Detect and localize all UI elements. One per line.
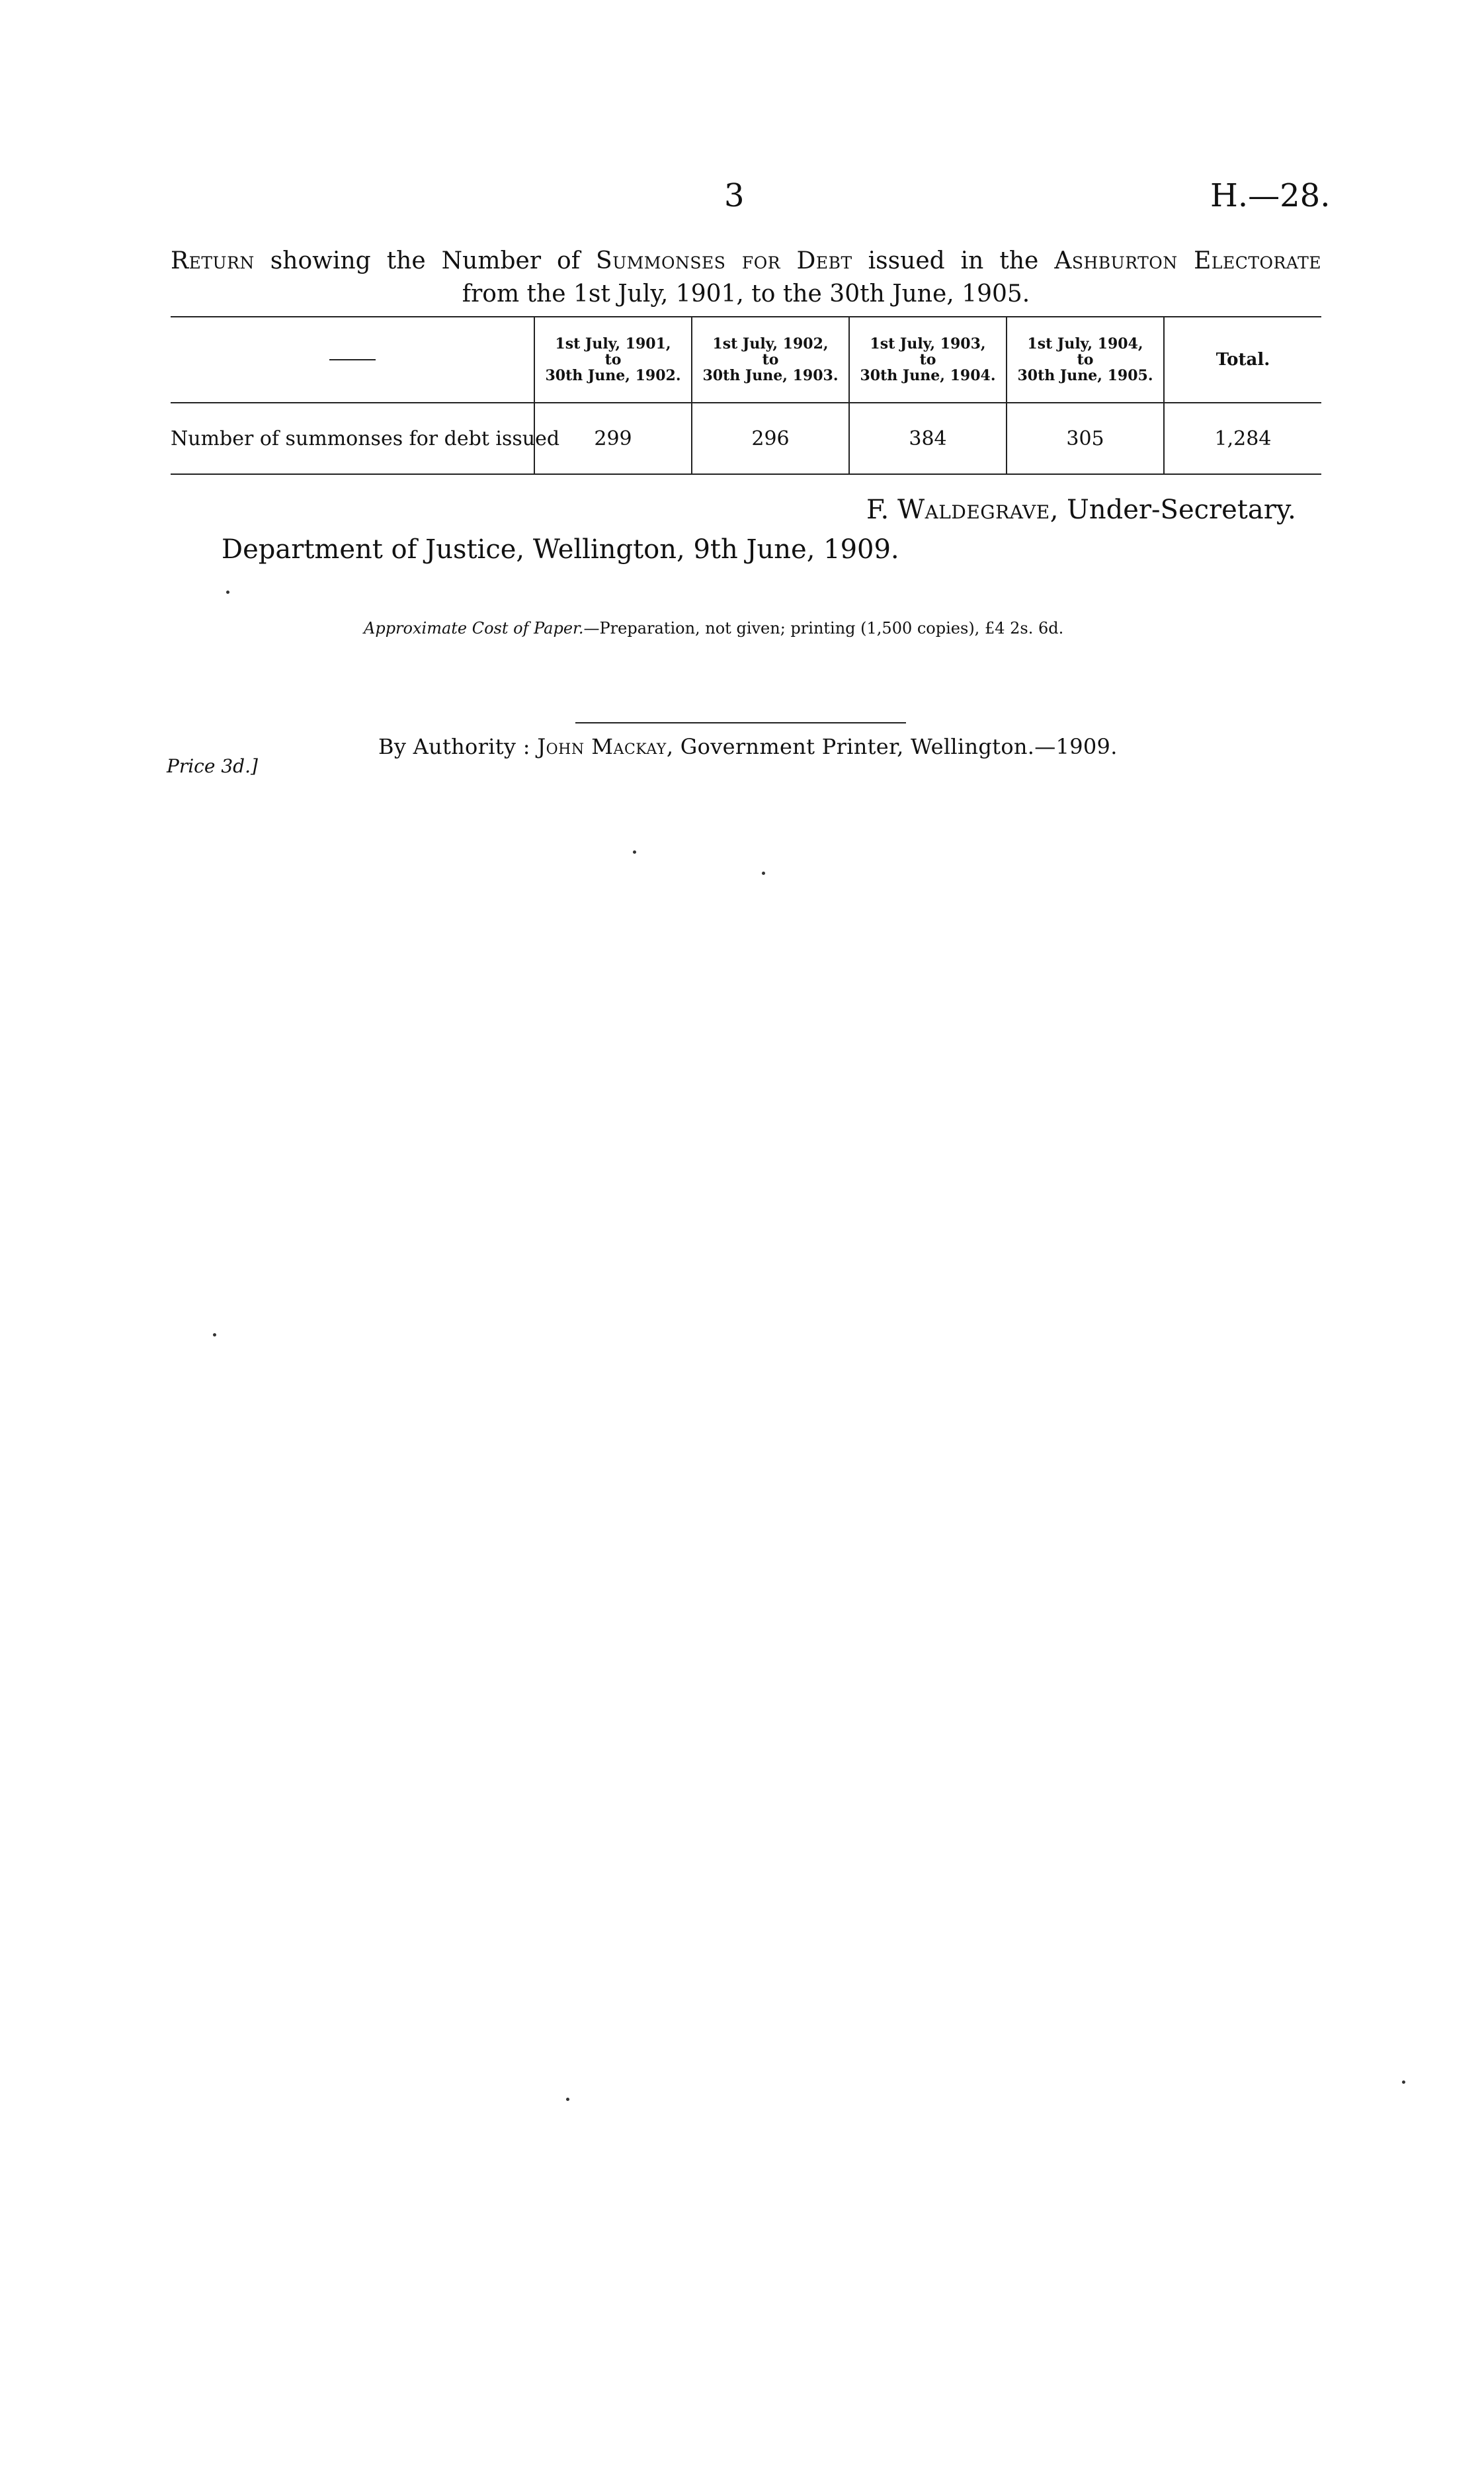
scan-speck [226, 591, 229, 594]
scan-speck [1402, 2080, 1405, 2084]
scan-speck [566, 2098, 569, 2101]
column-header-1901-1902: 1st July, 1901, to 30th June, 1902. [534, 317, 692, 403]
table-header-row [171, 317, 1321, 403]
scan-speck [762, 872, 765, 875]
cost-note: Approximate Cost of Paper.—Preparation, not given; printing (1,500 copies), £4 2s. 6d. [364, 619, 1064, 638]
column-header-1903-1904: 1st July, 1903, to 30th June, 1904. [849, 317, 1007, 403]
cell-1904-1905: 305 [1007, 403, 1164, 474]
return-title [171, 245, 1321, 311]
cell-total: 1,284 [1164, 403, 1321, 474]
title-line-2: from the 1st July, 1901, to the 30th June, 1905. [462, 280, 1030, 308]
title-line-1: Return showing the Number of Summonses for Debt issued in the Ashburton Electorate [171, 247, 1321, 274]
signature: F. Waldegrave, Under-Secretary. [866, 495, 1296, 525]
row-label: Number of summonses for debt issued [171, 403, 534, 474]
summonses-table [171, 316, 1321, 475]
column-header-1904-1905: 1st July, 1904, to 30th June, 1905. [1007, 317, 1164, 403]
blank-header [171, 317, 534, 403]
page-number: 3 [724, 177, 745, 214]
table-row [171, 403, 1321, 474]
dash-header [329, 359, 376, 360]
cell-1902-1903: 296 [692, 403, 849, 474]
scan-speck [213, 1333, 216, 1337]
scan-speck [633, 850, 636, 854]
cell-1901-1902: 299 [534, 403, 692, 474]
column-header-total: Total. [1164, 317, 1321, 403]
cell-1903-1904: 384 [849, 403, 1007, 474]
divider-rule [575, 722, 906, 723]
price-note: Price 3d.] [167, 755, 258, 777]
department-date-line: Department of Justice, Wellington, 9th June, 1909. [222, 534, 899, 565]
printer-imprint: By Authority : John Mackay, Government Printer, Wellington.—1909. [378, 734, 1118, 759]
document-reference: H.—28. [1210, 177, 1331, 214]
column-header-1902-1903: 1st July, 1902, to 30th June, 1903. [692, 317, 849, 403]
